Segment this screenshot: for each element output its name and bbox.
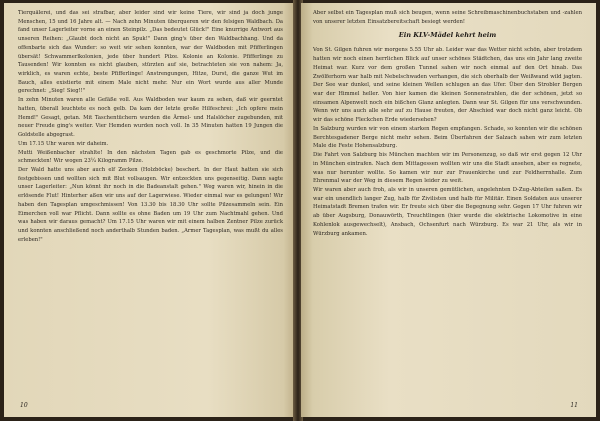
right-paragraph-4: Wir waren aber auch froh, als wir in unseren gemütlichen, angelehnten D-Zug-Abteilen saßen. Es war ein unendlich langer Zug, halb für Zivilisten und halb für Militär. Einen Soldaten aus unserer Heimatstadt Bremen trafen wir. Er freute sich über die Begegnung sehr. Gegen 17 Uhr fuhren wir ab über Augsburg, Donauwörth, Treuchtlingen (hier wurde die elektrische Lokomotive in eine Kohlenlok ausgewechselt), Ansbach, Ochsenfurt nach Würzburg. Es war 21 Uhr, als wir in Würzburg ankamen. [313,186,582,237]
left-paragraph-3: Um 17.15 Uhr waren wir daheim. [18,140,109,147]
left-page-number: 10 [20,402,28,409]
right-paragraph-1: Von St. Gilgen fuhren wir morgens 5.55 Uhr ab. Leider war das Wetter nicht schön, aber trotzdem hatten wir noch einen herrlichen Blick auf unser schönes Städtchen, das uns ein Jahr lang zweite Heimat war. Kurz vor dem großen Tunnel sahen wir noch einmal auf den Ort hinab. Das Zwölferhorn war halb mit Nebelschwaden verhangen, die sich oberhalb der Weißwand wild jagten. Der See war dunkel, und seine kleinen Wellen schlugen an das Ufer. Über den Strobler Bergen war der Himmel heller. Von hier kamen die kleinen Sonnenstrahlen, die der schönen, jetzt so einsamen Alpenwelt noch ein bißchen Glanz anlegten. Dann war St. Gilgen für uns verschwunden. Wenn wir uns auch alle sehr auf zu Hause freuten, der Abschied war doch nicht ganz leicht. Ob wir das schöne Fleckchen Erde wiedersehen? [313,47,582,124]
right-intro-paragraph: Aber selbst ein Tagesplan muß sich beugen, wenn seine Schreibmaschinenbuchstaben und -zahlen von unserer letzten Einsatzbereitschaft besiegt werden! [313,10,582,25]
left-paragraph-5: Der Wald hatte uns aber auch elf Zecken (Holzböcke) beschert. In der Haut hatten sie sich festgebissen und wollten sich mit Blut vollsaugen. Wir entzeckten uns gegenseitig. Dann sagte unser Lagerleiter: „Nun könnt ihr noch in die Badeanstalt gehen." Weg waren wir, hinein in die erlösende Flut! Hinterher aßen wir uns auf der Lagerwiese. Wieder einmal war es gelungen! Wir haben den Tagesplan umgeschmissen! Von 13.30 bis 18.30 Uhr sollte Pilzesammeln sein. Ein Eimerchen voll war Pflicht. Dann sollte es ohne Baden um 19 Uhr zum Nachtmahl gehen. Und was haben wir daraus gemacht? Um 17.15 Uhr waren wir mit einem halben Zentner Pilze zurück und konnten anschließend noch anderthalb Stunden baden. „Armer Tagesplan, was mußt du alles erleben!" [18,166,283,243]
left-page [4,3,295,417]
left-paragraph-2: In zehn Minuten waren alle Gefäße voll. Aus Waldboden war kaum zu sehen, daß wir geerntet hatten, überall leuchtete es noch gelb. Da kam der letzte große Hilfeschrei: „Ich opfere mein Hemd!" Gesagt, getan. Mit Taschentüchern wurden die Ärmel- und Halslöcher zugebunden, mit neuer Freude ging's weiter. Vier Hemden wurden noch voll. In 35 Minuten hatten 19 Jungen die Goldstelle abgegrast. [18,97,283,139]
right-page [301,3,596,417]
chapter-heading: Ein KLV-Mädel kehrt heim [398,31,497,40]
left-paragraph-4: Mutti Weißenbacher strahlte! In den nächsten Tagen gab es geschmorte Pilze, und die schmeckten! Wir wogen 23¼ Kilogramm Pilze. [18,149,283,165]
right-paragraph-3: Die Fahrt von Salzburg bis München machten wir im Personenzug, so daß wir erst gegen 12 Uhr in München eintrafen. Nach dem Mittagessen wollten wir uns die Stadt ansehen, aber es regnete, was nur herunter wollte. So kamen wir nur zur Frauenkirche und zur Feldherrnhalle. Zum Ehrenmal war der Weg in diesem Regen leider zu weit. [313,152,582,185]
right-page-number: 11 [570,402,578,409]
left-paragraph-1: Tierquälerei, und das sei strafbar, aber leider sind wir keine Tiere, wir sind ja doch junge Menschen, 15 und 16 Jahre alt. — Nach zehn Minuten überqueren wir den felsigen Waldbach. Da fand unser Lagerleiter vorne an einen Steinpilz. „Das bedeutet Glück!" Eine knurrige Antwort aus unseren Reihen: „Glaubt doch nicht an Spuk!" Dann ging's über den Waldbachhang. Und da offenbarte sich das Wunder: so weit wir sehen konnten, war der Waldboden mit Pfifferlingen übersät! Schwammerlkolonien, jede über hundert Pilze. Kolonie an Kolonie. Pfifferlinge zu Tausenden! Wir konnten es nicht glauben, stürzten auf sie, betrachteten sie von nahem: Ja, wirklich, es waren echte, beste Pfifferlinge! Anstrengungen, Hitze, Durst, die ganze Wut im Bauch, alles existierte mit einem Male nicht mehr. Nur ein Wort wurde aus aller Munde gerechnet: „Sieg! Sieg!!" [18,10,283,95]
right-paragraph-2: In Salzburg wurden wir von einem starken Regen empfangen. Schade, so konnten wir die schönen Berchtesgadener Berge nicht mehr sehen. Beim Überfahren der Salzach sahen wir zum letzten Male die Feste Hohensalzburg. [313,125,582,150]
